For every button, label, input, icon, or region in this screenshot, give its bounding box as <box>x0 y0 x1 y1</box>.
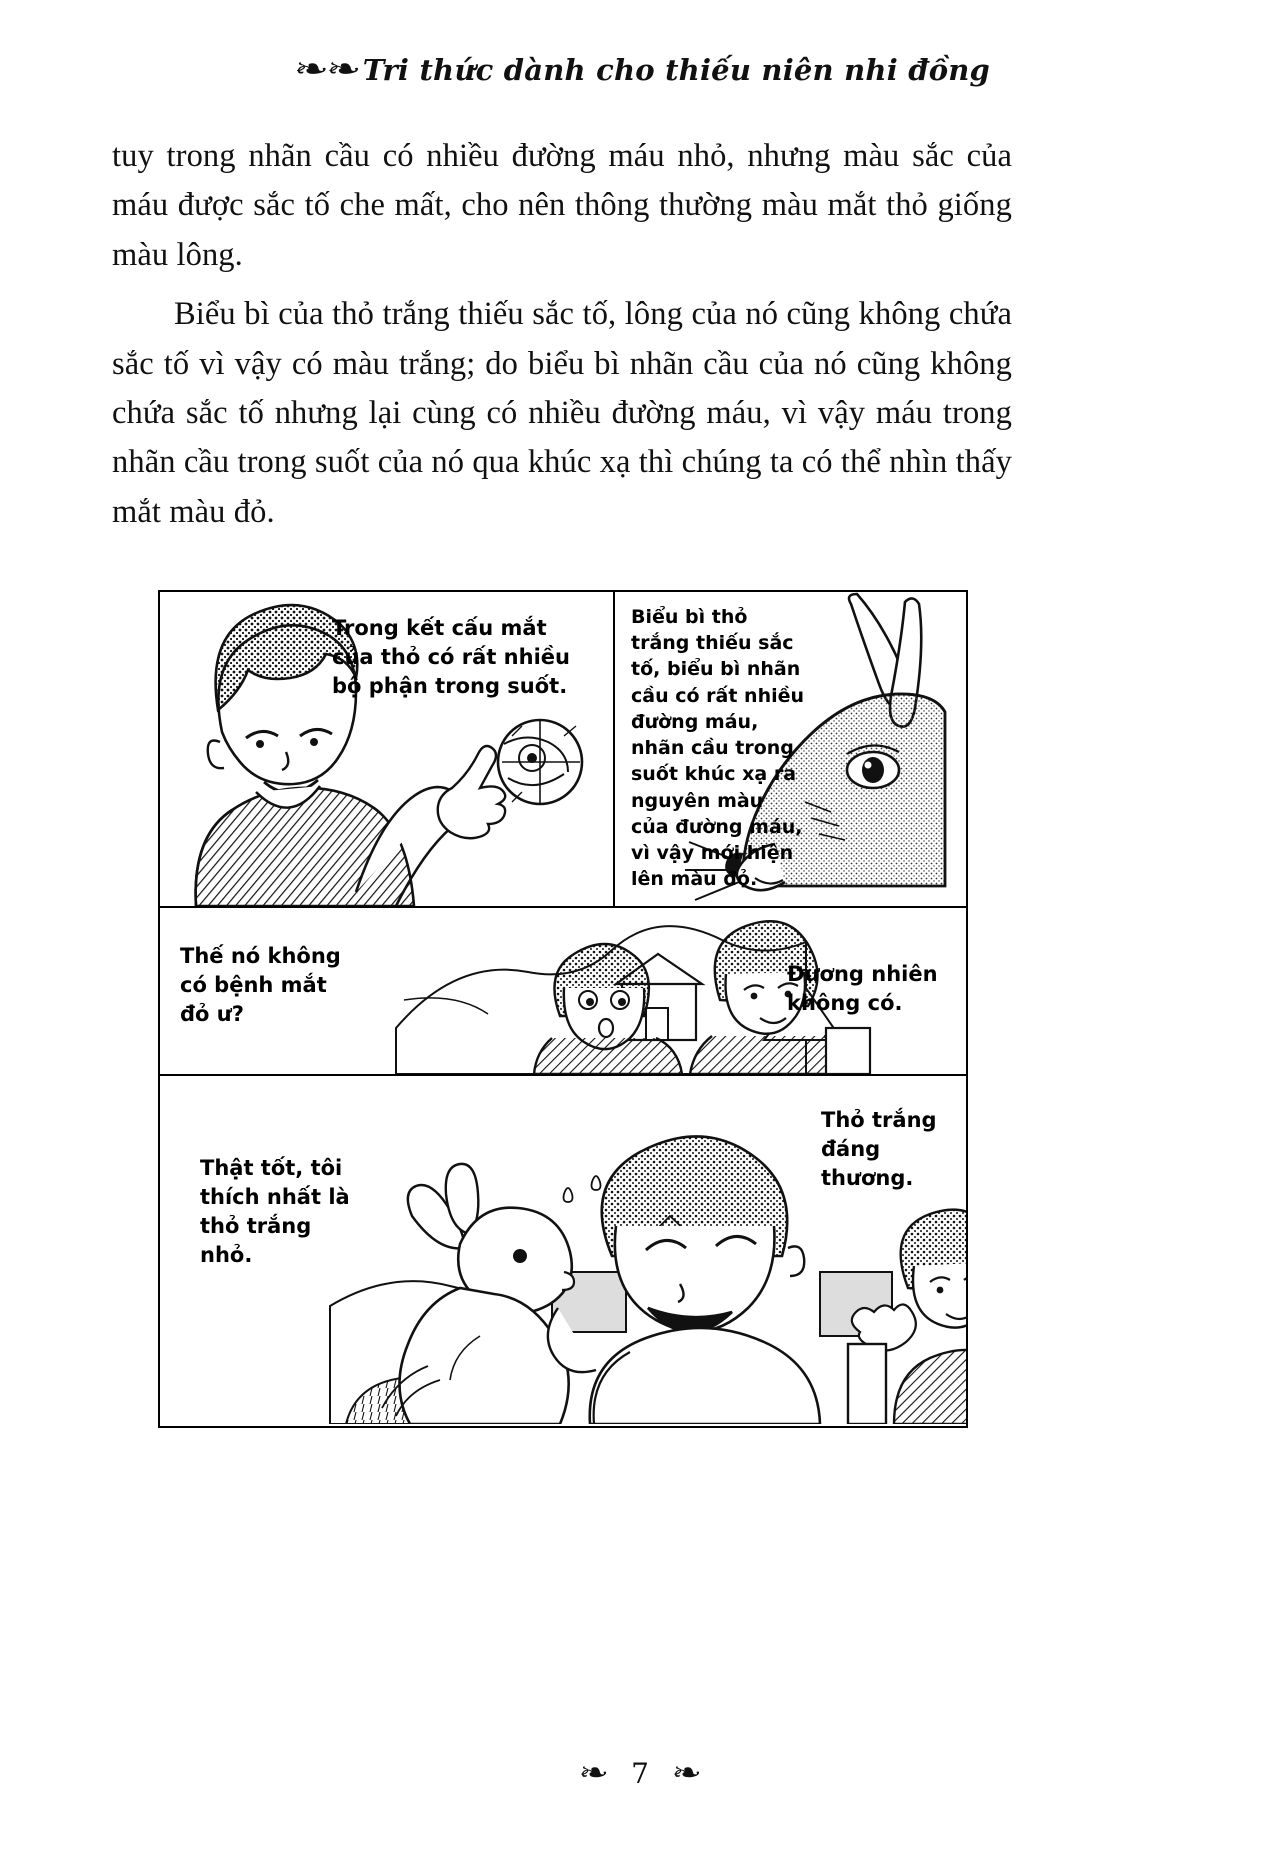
comic-row-2 <box>160 908 966 1076</box>
comic-panel-1 <box>160 592 615 906</box>
panel-5-caption: Thật tốt, tôi thích nhất là thỏ trắng nhỏ. <box>200 1156 350 1267</box>
panel-4-caption: Đương nhiên không có. <box>787 962 938 1015</box>
comic-strip <box>158 590 968 1428</box>
page-header <box>0 40 1280 100</box>
flourish-ornament-icon: ❧❧ <box>293 53 359 86</box>
panel-2-caption: Biểu bì thỏ trắng thiếu sắc tố, biểu bì nhãn cầu có rất nhiều đường máu, nhãn cầu trong suốt khúc xạ ra nguyên màu của đường máu, vì vậy mới hiện lên màu đỏ. <box>631 606 805 891</box>
panel-6-caption: Thỏ trắng đáng thương. <box>821 1108 937 1190</box>
book-title: Tri thức dành cho thiếu niên nhi đồng <box>362 53 990 87</box>
comic-row-1 <box>160 592 966 908</box>
comic-panel-2 <box>615 592 966 906</box>
panel-3-caption: Thế nó không có bệnh mắt đỏ ư? <box>180 944 341 1026</box>
article-body <box>112 132 1012 537</box>
page-number: 7 <box>631 1757 649 1790</box>
comic-row-3 <box>160 1076 966 1426</box>
footer-ornament-left-icon: ❧ <box>578 1757 609 1789</box>
footer-ornament-right-icon: ❧ <box>671 1757 702 1789</box>
paragraph-1: tuy trong nhãn cầu có nhiều đường máu nhỏ, nhưng màu sắc của máu được sắc tố che mất, cho nên thông thường màu mắt thỏ giống màu lông. <box>112 138 1012 273</box>
page-footer <box>0 1757 1280 1790</box>
paragraph-2: Biểu bì của thỏ trắng thiếu sắc tố, lông của nó cũng không chứa sắc tố vì vậy có màu trắng; do biểu bì nhãn cầu của nó cũng không chứa sắc tố nhưng lại cùng có nhiều đường máu, vì vậy máu trong nhãn cầu trong suốt của nó qua khúc xạ thì chúng ta có thể nhìn thấy mắt màu đỏ. <box>112 296 1012 530</box>
panel-1-caption: Trong kết cấu mắt của thỏ có rất nhiều bộ phận trong suốt. <box>332 616 570 698</box>
